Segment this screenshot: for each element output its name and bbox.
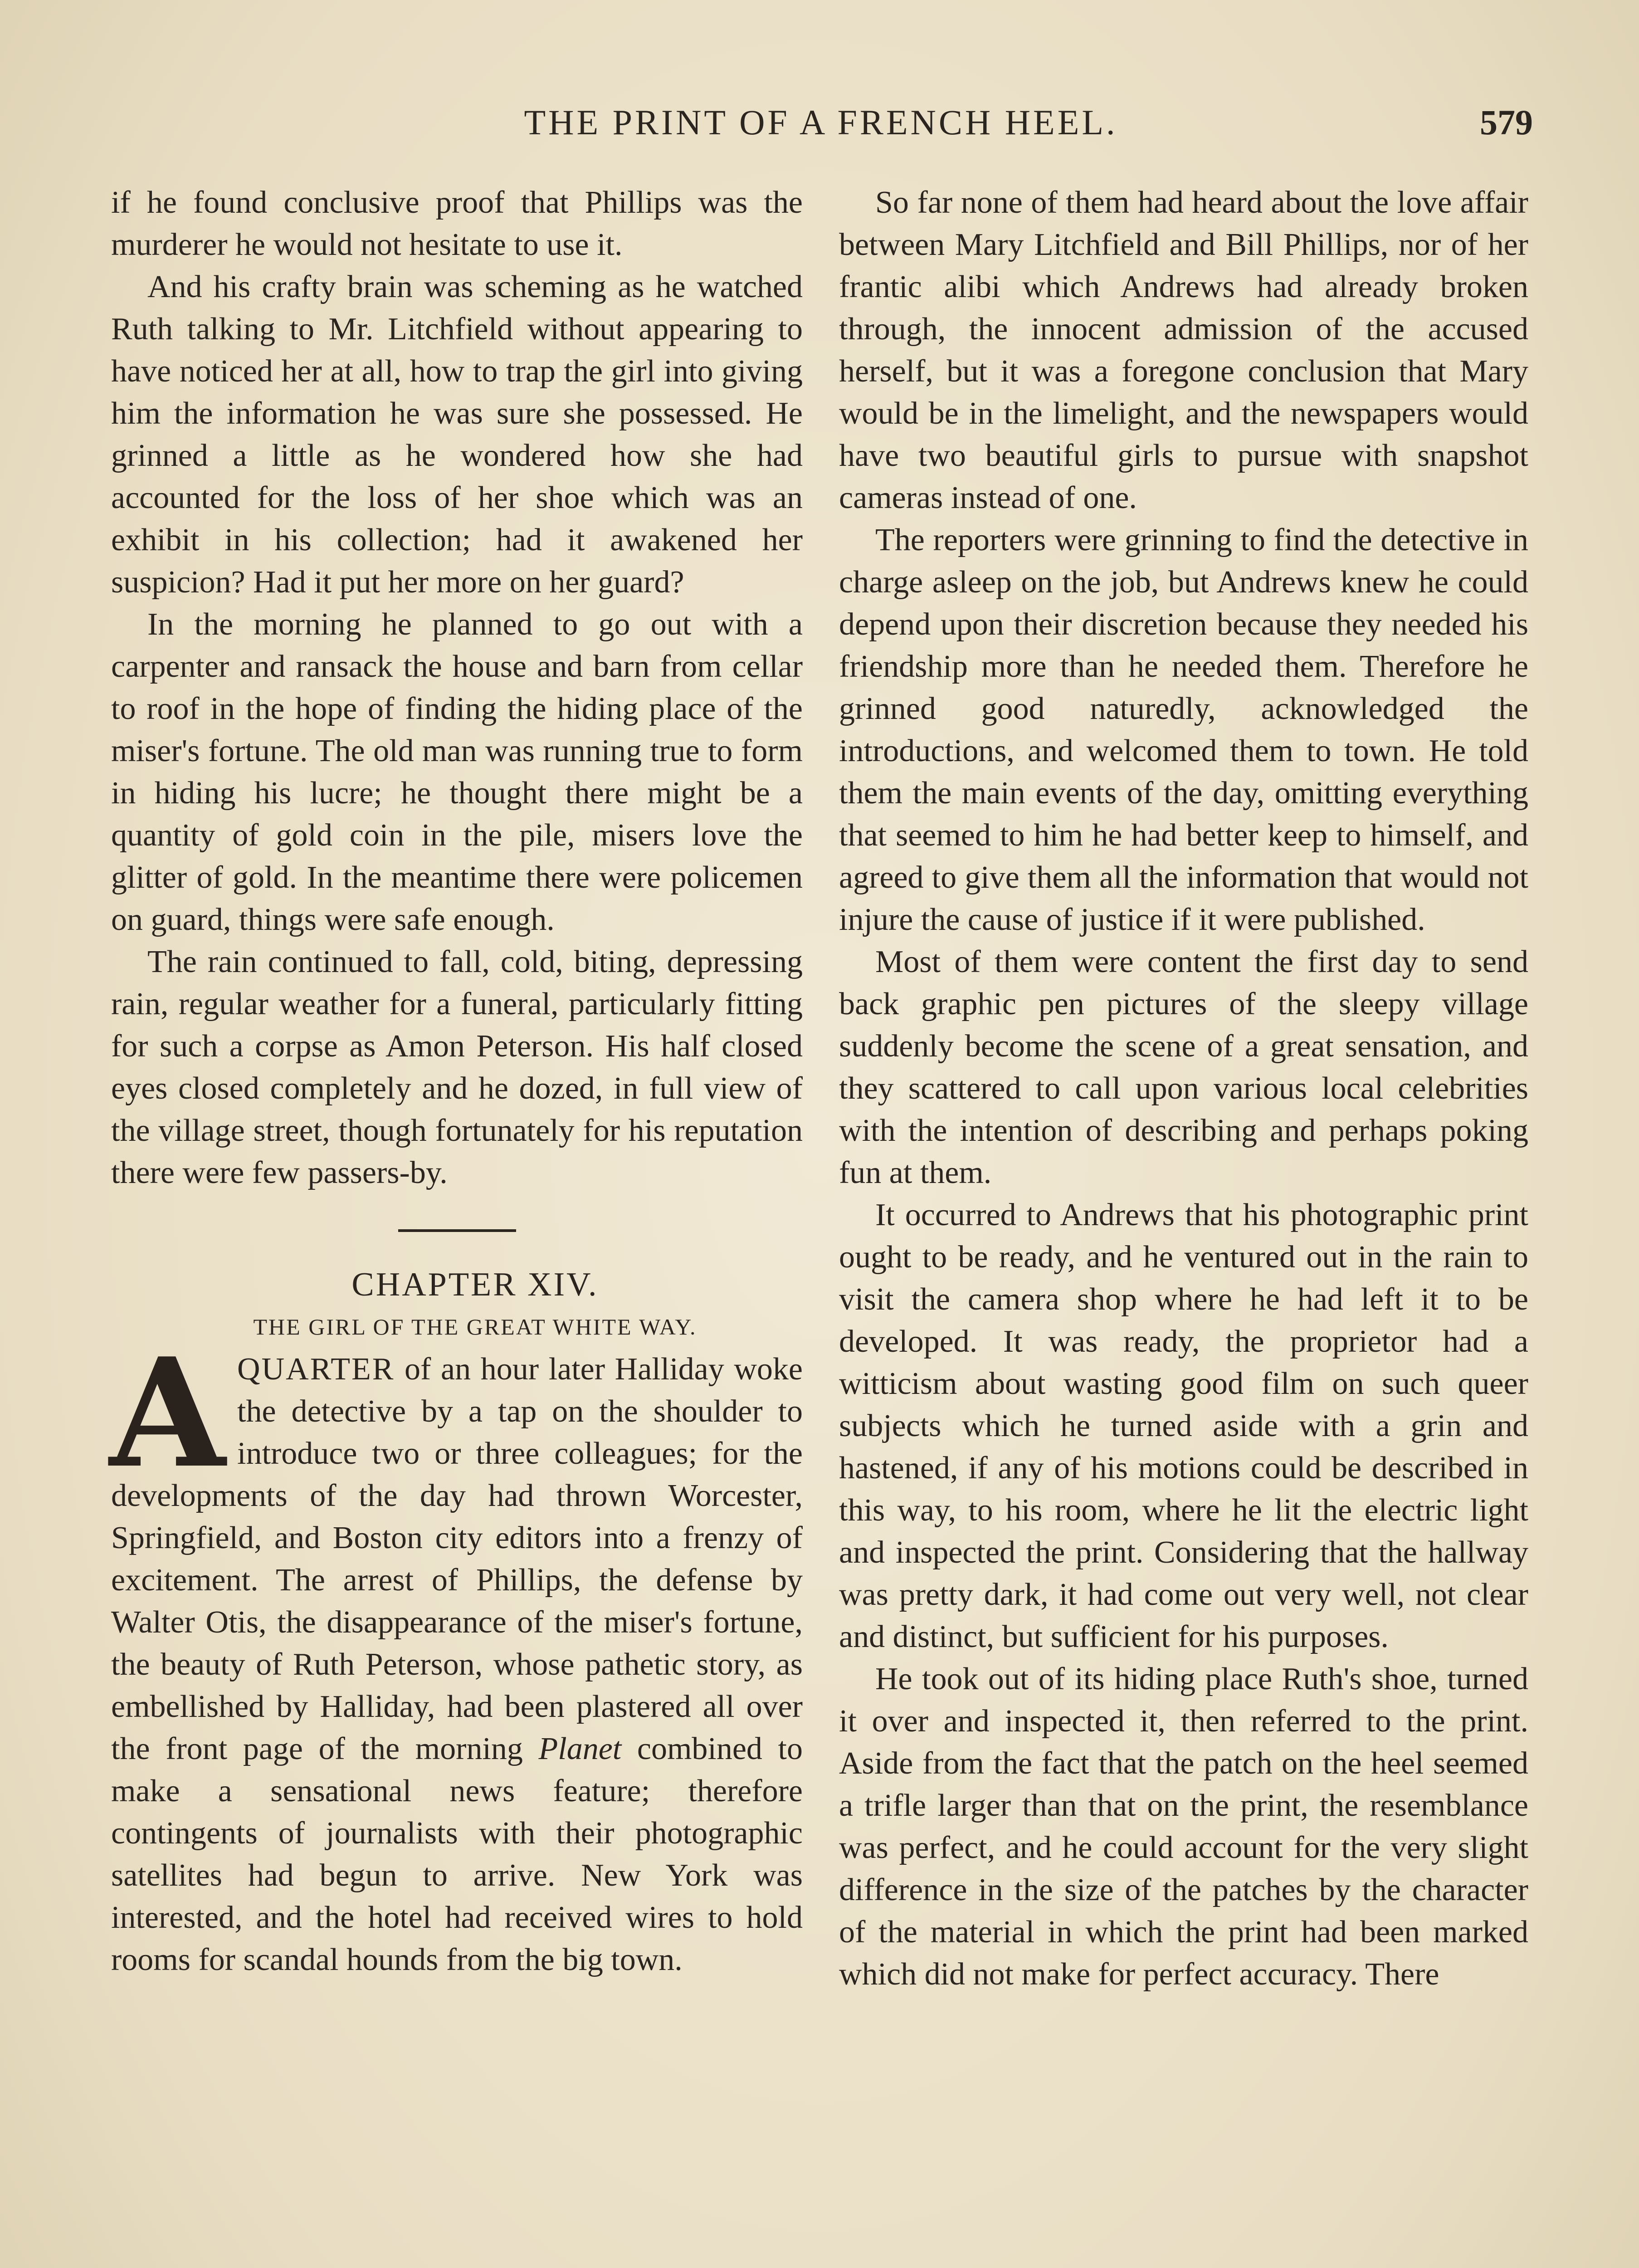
- lead-word: QUARTER: [237, 1352, 395, 1387]
- paragraph: He took out of its hiding place Ruth's shoe, turned it over and inspected it, then referred to the print. Aside from the fact that the patch on the heel seemed a trifle larger than that on the print, the resemblance was perfect, and he could account for the very slight difference in the size of the patches by the character of the material in which the print had been marked which did not make for perfect accuracy. There: [839, 1662, 1528, 1992]
- paragraph: The reporters were grinning to find the detective in charge asleep on the job, but Andrews knew he could depend upon their discretion because they needed his friendship more than he needed them. Therefore he grinned good naturedly, acknowledged the introductions, and welcomed them to town. He told them the main events of the day, omitting everything that seemed to him he had better keep to himself, and agreed to give them all the information that would not injure the cause of justice if it were published.: [839, 523, 1528, 937]
- paragraph: if he found conclusive proof that Phillips was the murderer he would not hesitate to use it.: [111, 185, 803, 262]
- running-title: THE PRINT OF A FRENCH HEEL.: [524, 103, 1118, 142]
- drop-cap: A: [109, 1325, 226, 1501]
- chapter-heading: CHAPTER XIV.: [351, 1266, 599, 1303]
- paragraph: Most of them were content the first day to send back graphic pen pictures of the sleepy village suddenly become the scene of a great sensation, and they scattered to call upon various local celebrities with the intention of describing and perhaps poking fun at them.: [839, 944, 1528, 1190]
- page-number: 579: [1480, 103, 1533, 142]
- paragraph: It occurred to Andrews that his photographic print ought to be ready, and he ventured out in the rain to visit the camera shop where he had left it to be developed. It was ready, the proprietor had a witticism about wasting good film on such queer subjects which he turned aside with a grin and hastened, if any of his motions could be described in this way, to his room, where he lit the electric light and inspected the print. Considering that the hallway was pretty dark, it had come out very well, not clear and distinct, but sufficient for his purposes.: [839, 1198, 1528, 1654]
- chapter-title: THE GIRL OF THE GREAT WHITE WAY.: [253, 1314, 697, 1339]
- right-column: [839, 181, 1528, 1995]
- left-column: [111, 181, 803, 1981]
- running-header: [109, 98, 1533, 152]
- section-divider: [398, 1229, 516, 1232]
- paragraph: The rain continued to fall, cold, biting, depressing rain, regular weather for a funeral, particularly fitting for such a corpse as Amon Peterson. His half closed eyes closed completely and he dozed, in full view of the village street, though fortunately for his reputation there were few passers-by.: [111, 944, 803, 1190]
- paragraph-text: combined to make a sensational news feature; therefore contingents of journalists with their photographic satellites had begun to arrive. New York was interested, and the hotel had received wires to hold rooms for scandal hounds from the big town.: [111, 1731, 803, 1977]
- newspaper-name: Planet: [538, 1731, 622, 1766]
- paragraph: And his crafty brain was scheming as he watched Ruth talking to Mr. Litchfield without appearing to have noticed her at all, how to trap the girl into giving him the information he was sure she possessed. He grinned a little as he wondered how she had accounted for the loss of her shoe which was an exhibit in his collection; had it awakened her suspicion? Had it put her more on her guard?: [111, 269, 803, 600]
- paragraph-text: of an hour later Halliday woke the detective by a tap on the shoulder to introduce two or three colleagues; for the developments of the day had thrown Worcester, Springfield, and Boston city editors into a frenzy of excitement. The arrest of Phillips, the defense by Walter Otis, the disappearance of the miser's fortune, the beauty of Ruth Peterson, whose pathetic story, as embellished by Halliday, had been plastered all over the front page of the morning: [111, 1352, 803, 1766]
- paragraph: In the morning he planned to go out with a carpenter and ransack the house and barn from cellar to roof in the hope of finding the hiding place of the miser's fortune. The old man was running true to form in hiding his lucre; he thought there might be a quantity of gold coin in the pile, misers love the glitter of gold. In the meantime there were policemen on guard, things were safe enough.: [111, 607, 803, 937]
- paragraph: So far none of them had heard about the love affair between Mary Litchfield and Bill Phillips, nor of her frantic alibi which Andrews had already broken through, the innocent admission of the accused herself, but it was a foregone conclusion that Mary would be in the limelight, and the newspapers would have two beautiful girls to pursue with snapshot cameras instead of one.: [839, 185, 1528, 515]
